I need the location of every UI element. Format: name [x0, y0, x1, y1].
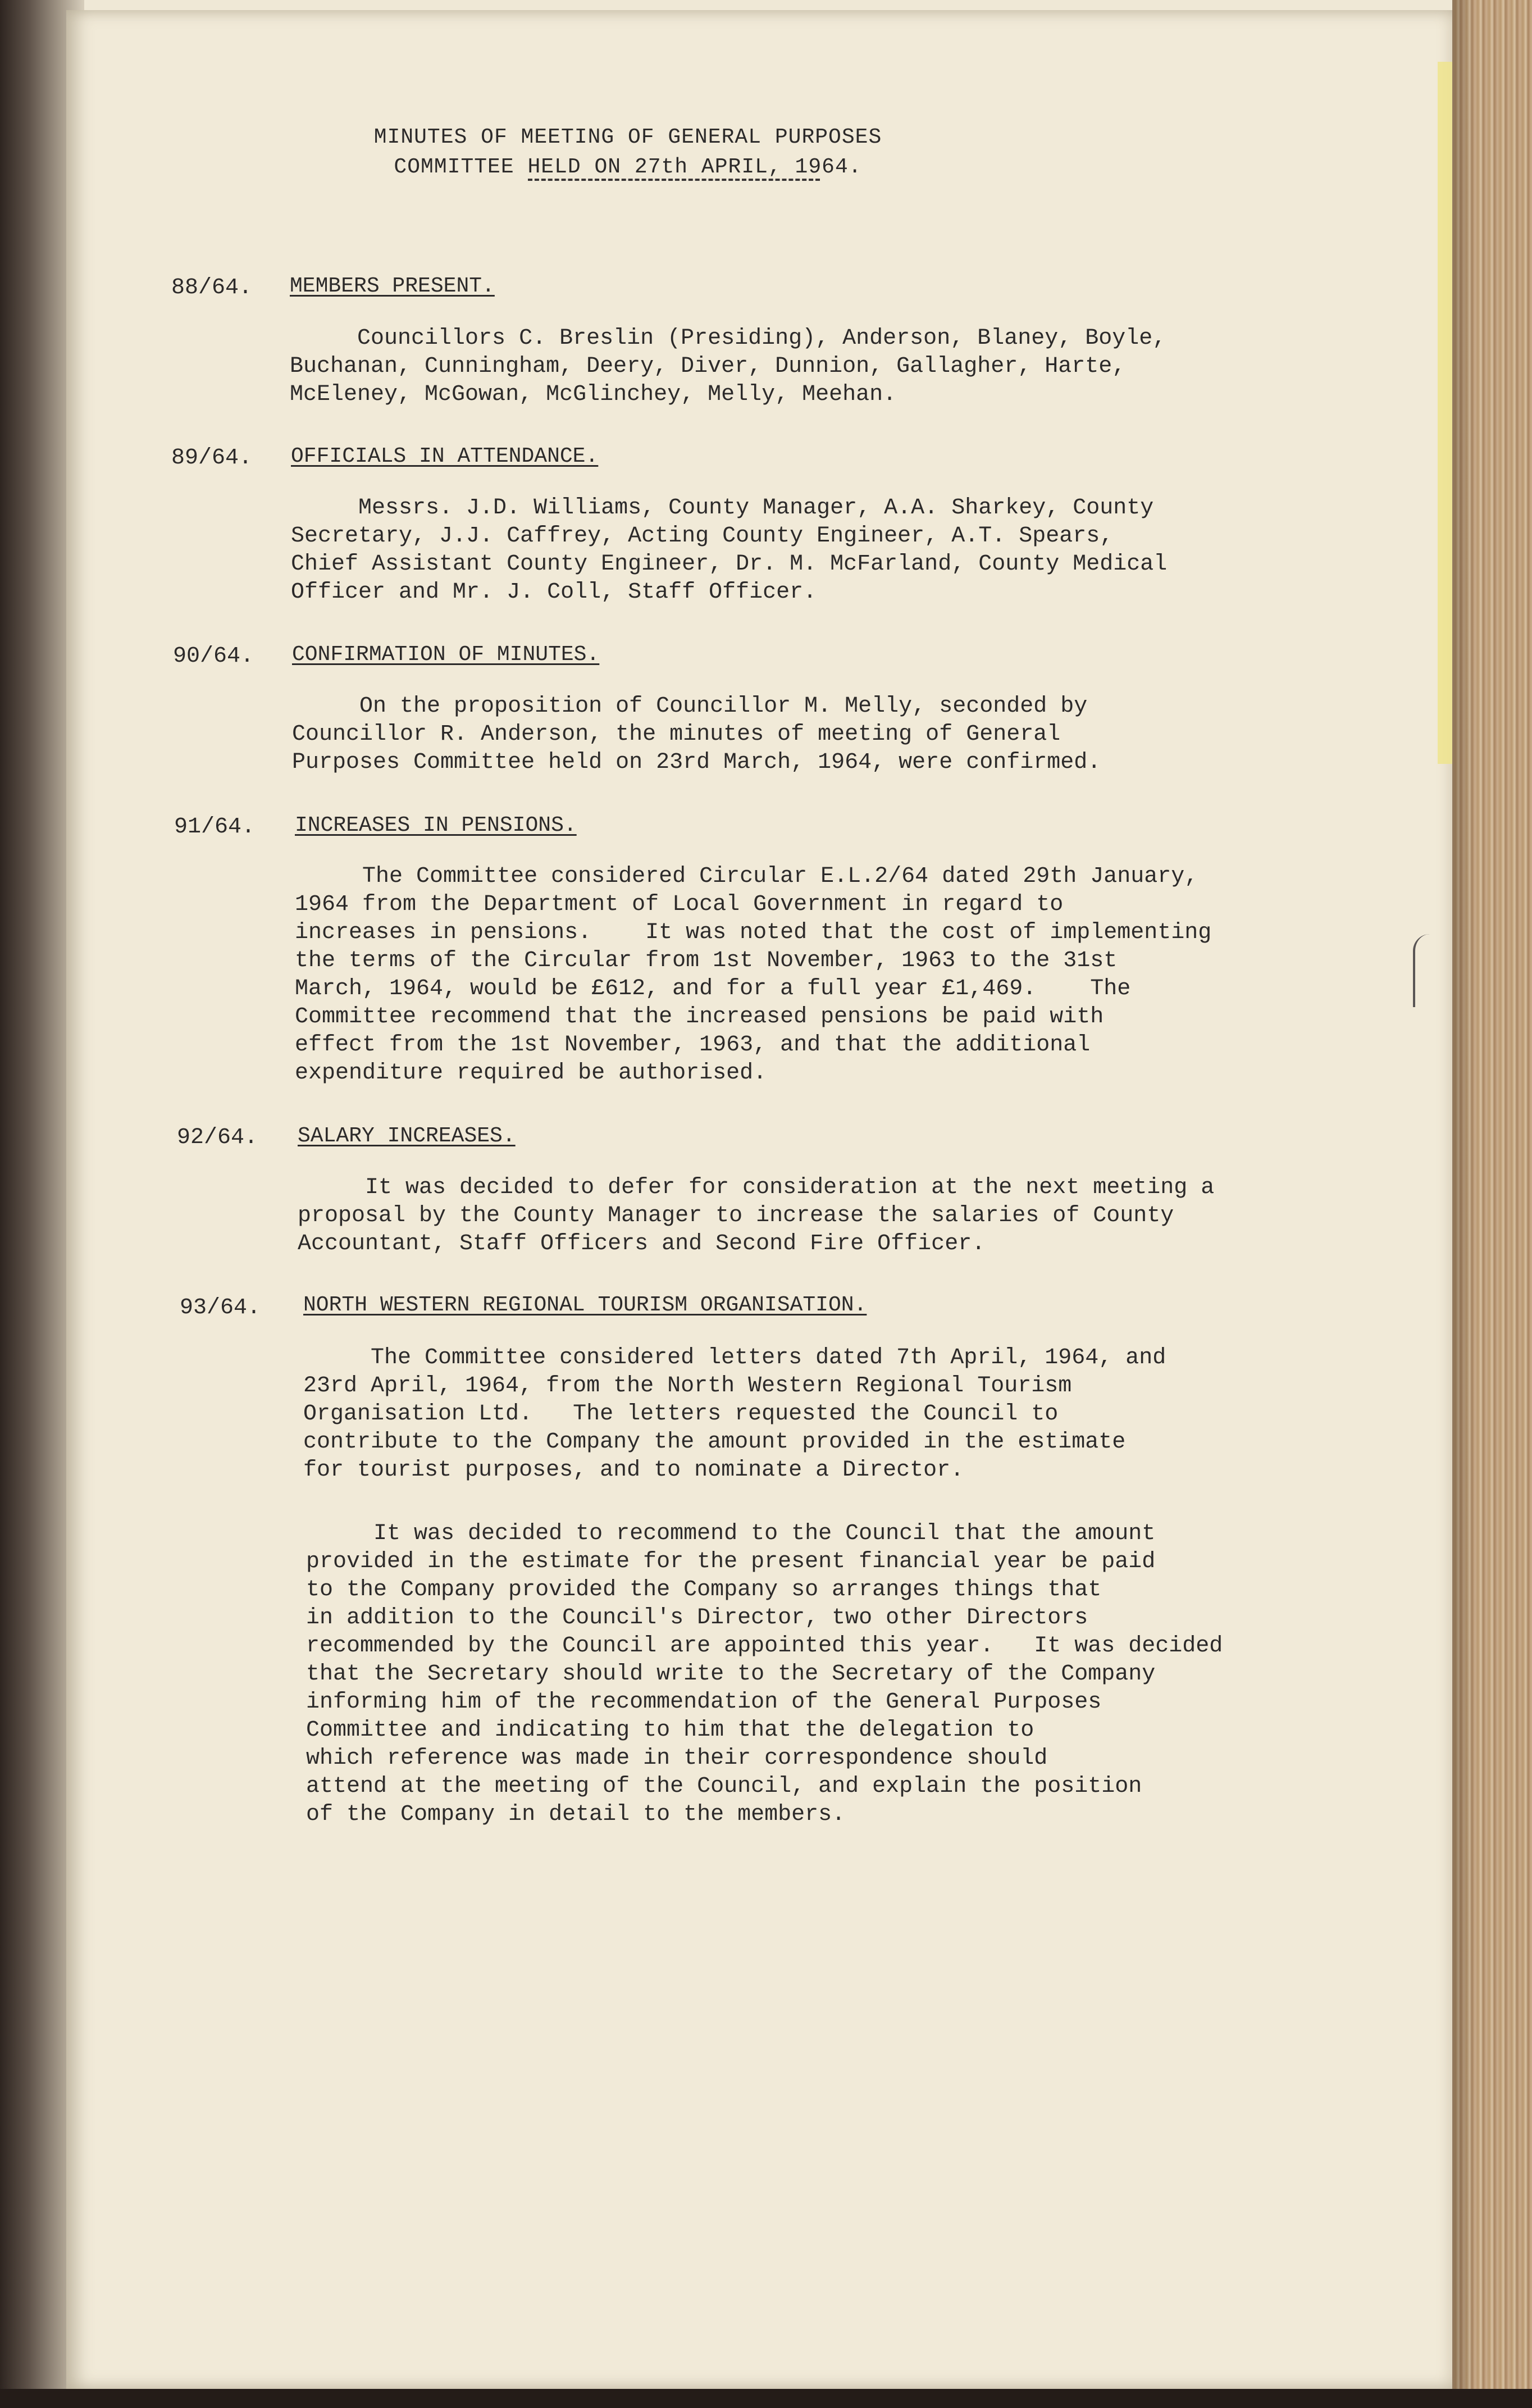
item-paragraph: Messrs. J.D. Williams, County Manager, A.A. Sharkey, County Secretary, J.J. Caffrey, Acting County Engineer, A.T. Spears, Chief Assistant County Engineer, Dr. M. McFarland, County Medical Officer and Mr. J. Coll, Staff Officer. [291, 495, 1168, 605]
item-heading: OFFICIALS IN ATTENDANCE. [291, 444, 599, 468]
item-paragraph: The Committee considered Circular E.L.2/64 dated 29th January, 1964 from the Department of Local Government in regard to increases in pensions. It was noted that the cost of implementing the terms of the Circular from 1st November, 1963 to the 31st March, 1964, would be £612, and for a full year £1,469. The Committee recommend that the increased pensions be paid with effect from the 1st November, 1963, and that the additional expenditure required be authorised. [295, 864, 1212, 1086]
item-heading: MEMBERS PRESENT. [290, 274, 495, 298]
title-divider [528, 179, 820, 181]
item-number: 89/64. [171, 445, 253, 471]
title-line-2: COMMITTEE HELD ON 27th APRIL, 1964. [394, 155, 862, 179]
page-content [66, 10, 1452, 2389]
item-heading: INCREASES IN PENSIONS. [295, 813, 577, 837]
item-paragraph: It was decided to defer for consideration at the next meeting a proposal by the County Manager to increase the salaries of County Accountant, Staff Officers and Second Fire Officer. [298, 1175, 1215, 1257]
item-number: 93/64. [180, 1295, 261, 1321]
item-heading: CONFIRMATION OF MINUTES. [292, 643, 600, 667]
bottom-shadow-band [0, 2389, 1532, 2408]
item-number: 91/64. [174, 814, 256, 840]
item-heading: NORTH WESTERN REGIONAL TOURISM ORGANISATION. [303, 1293, 867, 1317]
title-line-1: MINUTES OF MEETING OF GENERAL PURPOSES [373, 125, 882, 149]
item-paragraph: On the proposition of Councillor M. Melly, seconded by Councillor R. Anderson, the minutes of meeting of General Purposes Committee held on 23rd March, 1964, were confirmed. [292, 694, 1101, 775]
item-number: 90/64. [173, 644, 254, 669]
item-paragraph: Councillors C. Breslin (Presiding), Anderson, Blaney, Boyle, Buchanan, Cunningham, Deery, Diver, Dunnion, Gallagher, Harte, McEleney, McGowan, McGlinchey, Melly, Meehan. [290, 326, 1166, 407]
right-page-edges [1452, 0, 1532, 2408]
item-number: 92/64. [177, 1125, 258, 1150]
minutes-page [66, 10, 1452, 2389]
item-heading: SALARY INCREASES. [298, 1124, 516, 1148]
item-paragraph: It was decided to recommend to the Council that the amount provided in the estimate for the present financial year be paid to the Company provided the Company so arranges things that in addition to the Council's Director, two other Directors recommended by the Council are appointed this year. It was decided that the Secretary should write to the Secretary of the Company informing him of the recommendation of the General Purposes Committee and indicating to him that the delegation to which reference was made in their correspondence should attend at the meeting of the Council, and explain the position of the Company in detail to the members. [306, 1521, 1223, 1827]
margin-pencil-mark [1413, 934, 1432, 1007]
item-paragraph: The Committee considered letters dated 7th April, 1964, and 23rd April, 1964, from the North Western Regional Tourism Organisation Ltd. The letters requested the Council to contribute to the Company the amount provided in the estimate for tourist purposes, and to nominate a Director. [303, 1345, 1166, 1483]
yellow-page-strip [1438, 62, 1452, 764]
item-number: 88/64. [171, 275, 253, 301]
